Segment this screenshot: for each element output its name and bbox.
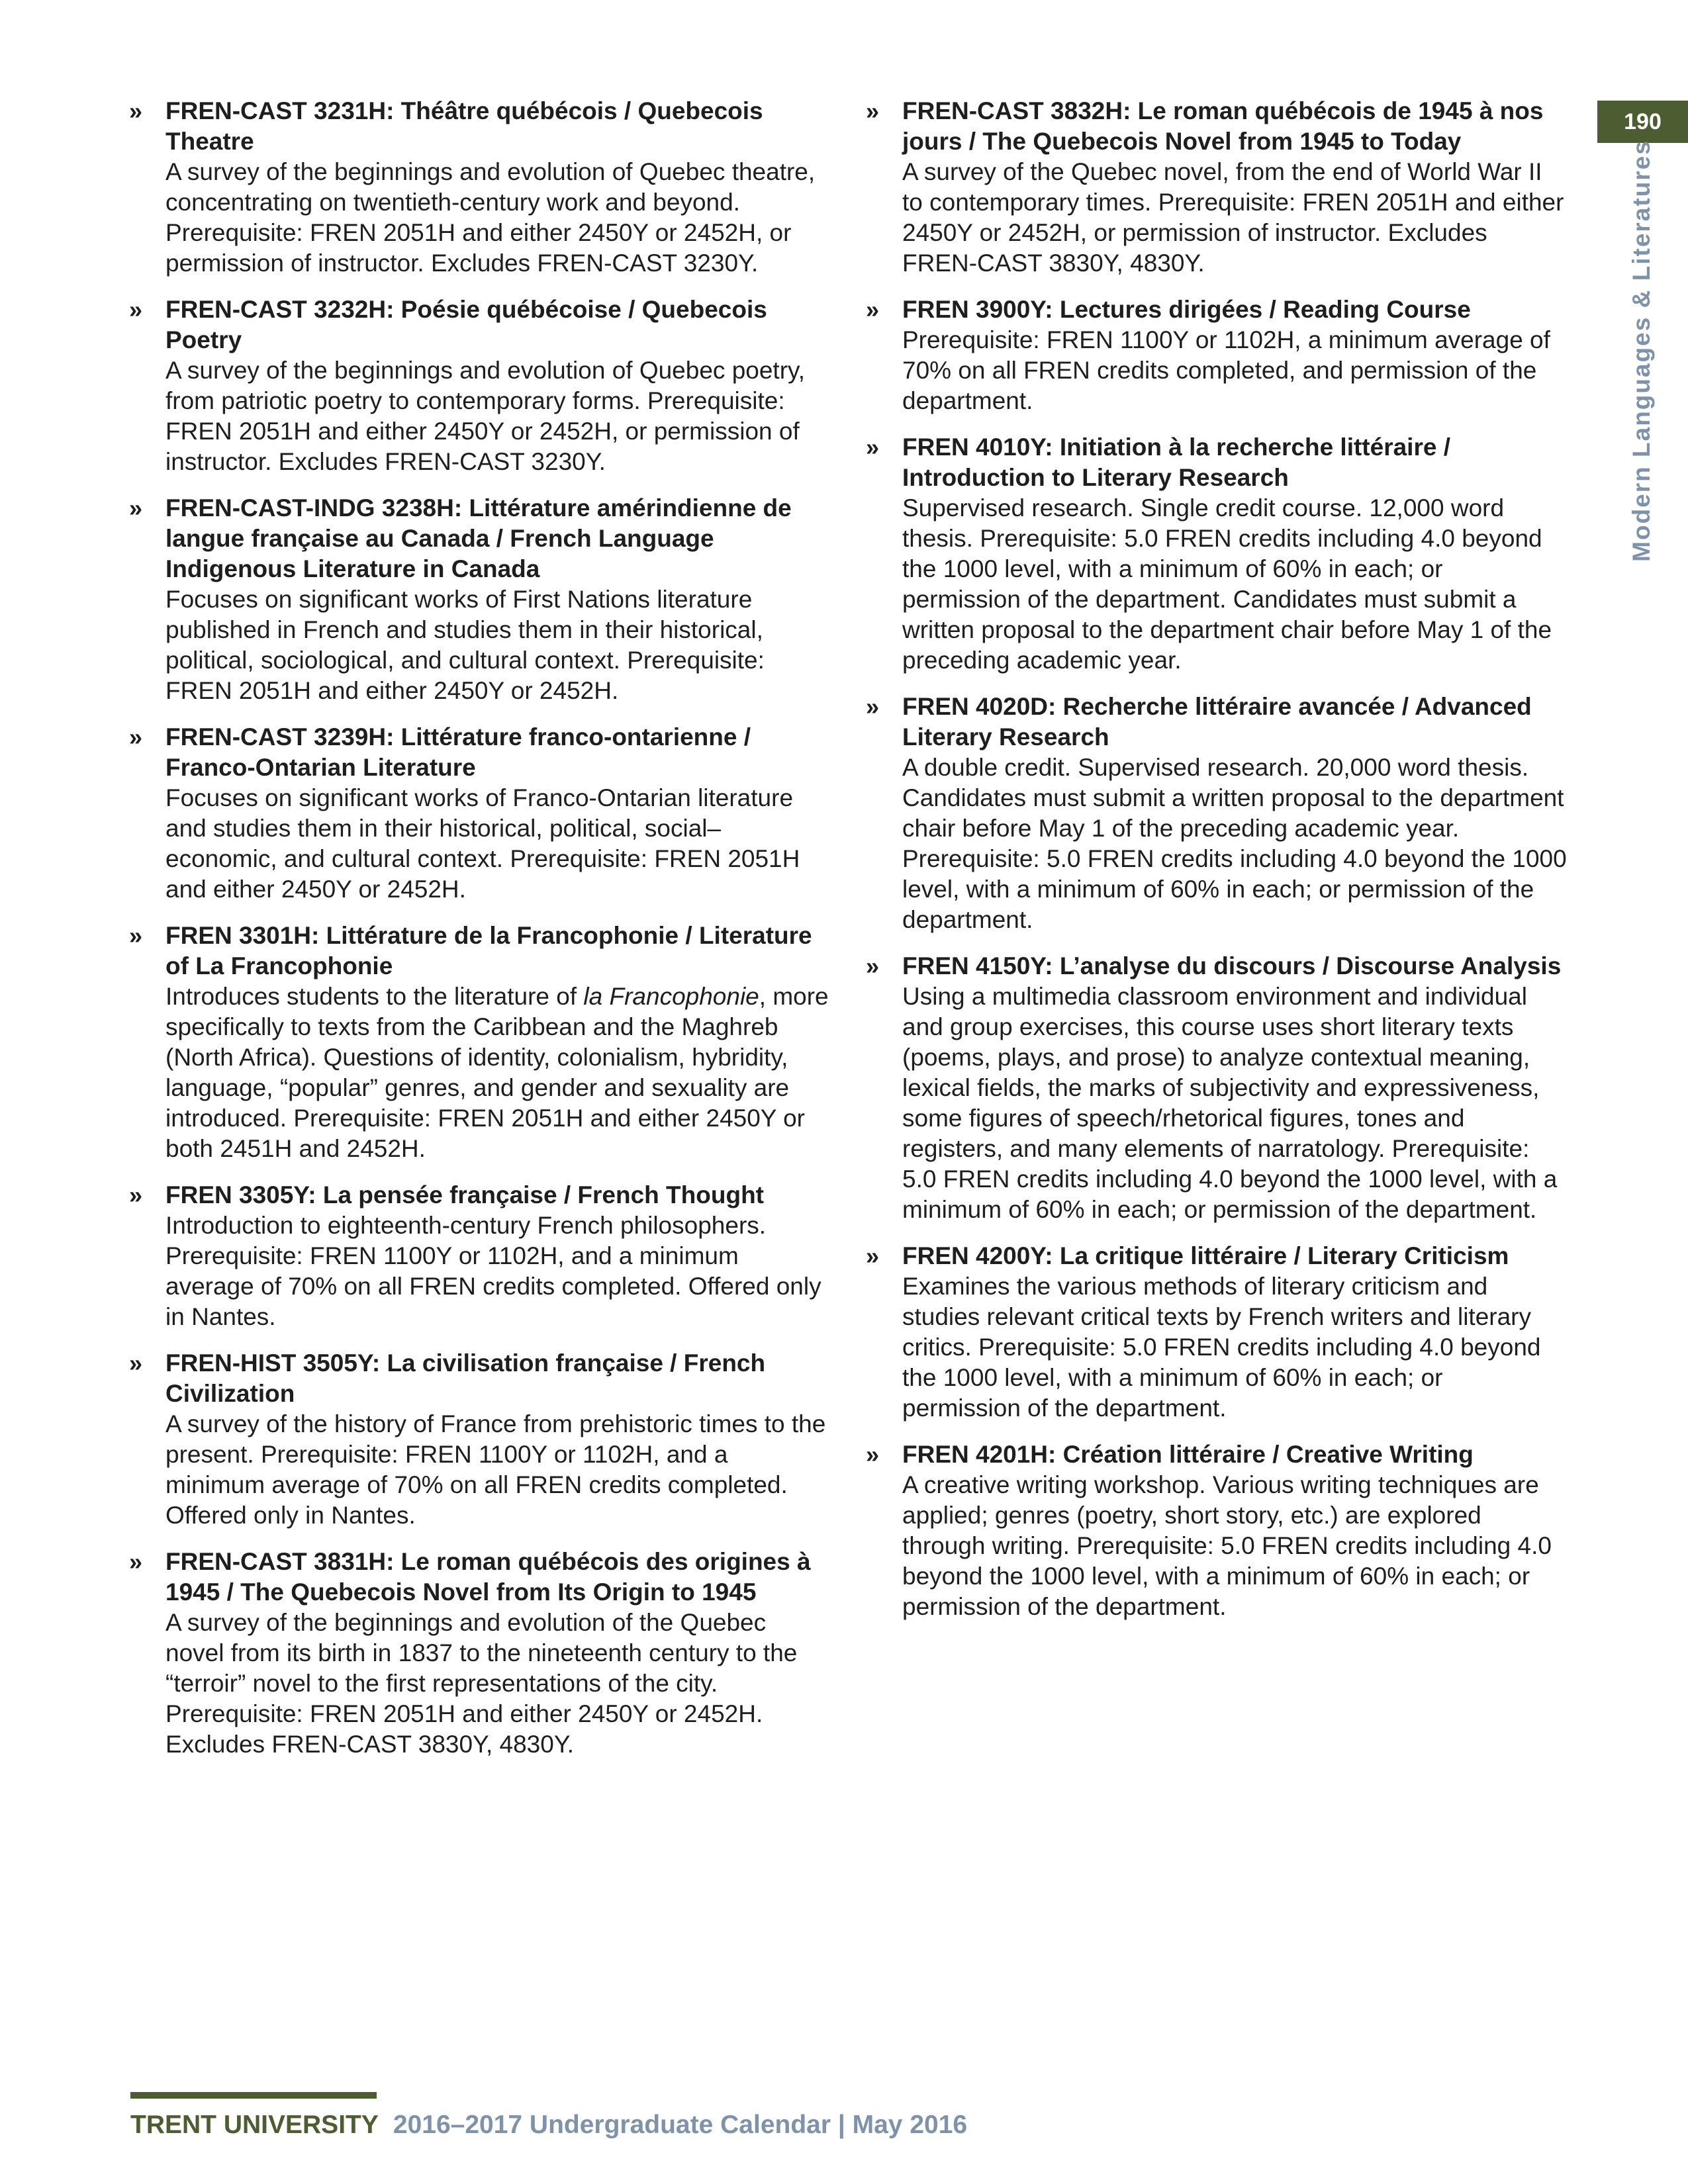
course-description: A survey of the history of France from prehistoric times to the present. Prerequisite: FREN 1100Y or 1102H, and a minimum average of 70% on all FREN credits completed. Offered only in Nantes.	[165, 1410, 826, 1529]
page-number: 190	[1597, 101, 1688, 143]
course-entry	[129, 921, 831, 1164]
course-title: FREN 3900Y: Lectures dirigées / Reading Course	[902, 296, 1471, 323]
course-description: Examines the various methods of literary criticism and studies relevant critical texts by French writers and literary critics. Prerequisite: 5.0 FREN credits including 4.0 beyond the 1000 level, with a minimum of 60% in each; or permission of the department.	[902, 1273, 1541, 1422]
course-title: FREN-HIST 3505Y: La civilisation française / French Civilization	[165, 1349, 766, 1407]
course-description: Focuses on significant works of First Nations literature published in French and studies them in their historical, political, sociological, and cultural context. Prerequisite: FREN 2051H and either 2450Y or 2452H.	[165, 586, 765, 704]
course-description: A survey of the beginnings and evolution of the Quebec novel from its birth in 1837 to the nineteenth century to the “terroir” novel to the first representations of the city. Prerequisite: FREN 2051H and either 2450Y or 2452H. Excludes FREN-CAST 3830Y, 4830Y.	[165, 1609, 798, 1758]
bullet-icon: »	[129, 1181, 143, 1208]
footer-calendar-title: 2016–2017 Undergraduate Calendar | May 2016	[393, 2111, 968, 2139]
course-description: Prerequisite: FREN 1100Y or 1102H, a minimum average of 70% on all FREN credits completed, and permission of the department.	[902, 326, 1550, 414]
course-title: FREN-CAST 3239H: Littérature franco-ontarienne / Franco-Ontarian Literature	[165, 723, 751, 781]
bullet-icon: »	[866, 1242, 880, 1269]
course-title: FREN 4020D: Recherche littéraire avancée / Advanced Literary Research	[902, 693, 1532, 751]
course-description: Introduction to eighteenth-century French philosophers. Prerequisite: FREN 1100Y or 1102H, and a minimum average of 70% on all FREN credits completed. Offered only in Nantes.	[165, 1212, 821, 1330]
description-text: Introduces students to the literature of	[165, 983, 584, 1010]
course-title: FREN 4201H: Création littéraire / Creative Writing	[902, 1441, 1474, 1468]
course-title: FREN-CAST-INDG 3238H: Littérature amérindienne de langue française au Canada / French Language Indigenous Literature in Canada	[165, 494, 792, 582]
description-text: , more specifically to texts from the Caribbean and the Maghreb (North Africa). Questions of identity, colonialism, hybridity, language, “popular” genres, and gender and sexuality are introduced. Prerequisite: FREN 2051H and either 2450Y or both 2451H and 2452H.	[165, 983, 829, 1162]
course-description: Focuses on significant works of Franco-Ontarian literature and studies them in their historical, political, social–economic, and cultural context. Prerequisite: FREN 2051H and either 2450Y or 2452H.	[165, 784, 800, 903]
footer-rule	[130, 2092, 377, 2099]
course-entry	[129, 493, 831, 706]
bullet-icon: »	[129, 97, 143, 124]
course-description: A creative writing workshop. Various writing techniques are applied; genres (poetry, short story, etc.) are explored through writing. Prerequisite: 5.0 FREN credits including 4.0 beyond the 1000 level, with a minimum of 60% in each; or permission of the department.	[902, 1471, 1552, 1620]
bullet-icon: »	[129, 723, 143, 751]
bullet-icon: »	[129, 494, 143, 522]
footer-university-name: TRENT UNIVERSITY	[130, 2111, 379, 2139]
course-entry	[866, 295, 1568, 416]
course-description: A double credit. Supervised research. 20,000 word thesis. Candidates must submit a written proposal to the department chair before May 1 of the preceding academic year. Prerequisite: 5.0 FREN credits including 4.0 beyond the 1000 level, with a minimum of 60% in each; or permission of the department.	[902, 754, 1567, 933]
description-italic-term: la Francophonie	[583, 983, 759, 1010]
course-entry	[866, 1439, 1568, 1622]
right-column	[866, 96, 1568, 1638]
course-description: A survey of the beginnings and evolution of Quebec theatre, concentrating on twentieth-century work and beyond. Prerequisite: FREN 2051H and either 2450Y or 2452H, or permission of instructor. Excludes FREN-CAST 3230Y.	[165, 158, 816, 277]
section-side-label: Modern Languages & Literatures	[1628, 140, 1655, 562]
bullet-icon: »	[866, 433, 880, 461]
bullet-icon: »	[866, 1441, 880, 1468]
course-description: Using a multimedia classroom environment and individual and group exercises, this course uses short literary texts (poems, plays, and prose) to analyze contextual meaning, lexical fields, the marks of subjectivity and expressiveness, some figures of speech/rhetorical figures, tones and registers, and many elements of narratology. Prerequisite: 5.0 FREN credits including 4.0 beyond the 1000 level, with a minimum of 60% in each; or permission of the department.	[902, 983, 1558, 1223]
course-title: FREN 4150Y: L’analyse du discours / Discourse Analysis	[902, 952, 1562, 979]
course-entry	[129, 1180, 831, 1332]
bullet-icon: »	[129, 1349, 143, 1377]
course-entry	[866, 96, 1568, 279]
course-title: FREN-CAST 3832H: Le roman québécois de 1945 à nos jours / The Quebecois Novel from 1945 to Today	[902, 97, 1544, 155]
bullet-icon: »	[129, 1548, 143, 1575]
bullet-icon: »	[129, 296, 143, 323]
course-entry	[129, 295, 831, 477]
bullet-icon: »	[866, 97, 880, 124]
course-title: FREN 3305Y: La pensée française / French Thought	[165, 1181, 764, 1208]
course-title: FREN 4200Y: La critique littéraire / Literary Criticism	[902, 1242, 1509, 1269]
course-entry	[129, 1547, 831, 1760]
bullet-icon: »	[866, 952, 880, 979]
left-column	[129, 96, 831, 1776]
course-description: A survey of the beginnings and evolution of Quebec poetry, from patriotic poetry to contemporary forms. Prerequisite: FREN 2051H and either 2450Y or 2452H, or permission of instructor. Excludes FREN-CAST 3230Y.	[165, 357, 806, 475]
course-entry	[866, 692, 1568, 935]
course-title: FREN-CAST 3231H: Théâtre québécois / Quebecois Theatre	[165, 97, 763, 155]
course-entry	[866, 432, 1568, 676]
footer	[130, 2111, 967, 2140]
course-entry	[129, 96, 831, 279]
course-title: FREN 4010Y: Initiation à la recherche littéraire / Introduction to Literary Research	[902, 433, 1451, 491]
course-entry	[866, 1241, 1568, 1424]
bullet-icon: »	[129, 922, 143, 949]
course-title: FREN 3301H: Littérature de la Francophonie / Literature of La Francophonie	[165, 922, 812, 979]
course-entry	[129, 1348, 831, 1531]
course-entry	[866, 951, 1568, 1225]
course-description	[165, 981, 831, 1164]
course-description: A survey of the Quebec novel, from the end of World War II to contemporary times. Prerequisite: FREN 2051H and either 2450Y or 2452H, or permission of instructor. Excludes FREN-CAST 3830Y, 4830Y.	[902, 158, 1564, 277]
course-entry	[129, 722, 831, 905]
course-title: FREN-CAST 3831H: Le roman québécois des origines à 1945 / The Quebecois Novel from Its Origin to 1945	[165, 1548, 811, 1606]
course-title: FREN-CAST 3232H: Poésie québécoise / Quebecois Poetry	[165, 296, 767, 353]
bullet-icon: »	[866, 296, 880, 323]
bullet-icon: »	[866, 693, 880, 720]
course-description: Supervised research. Single credit course. 12,000 word thesis. Prerequisite: 5.0 FREN credits including 4.0 beyond the 1000 level, with a minimum of 60% in each; or permission of the department. Candidates must submit a written proposal to the department chair before May 1 of the preceding academic year.	[902, 494, 1552, 674]
